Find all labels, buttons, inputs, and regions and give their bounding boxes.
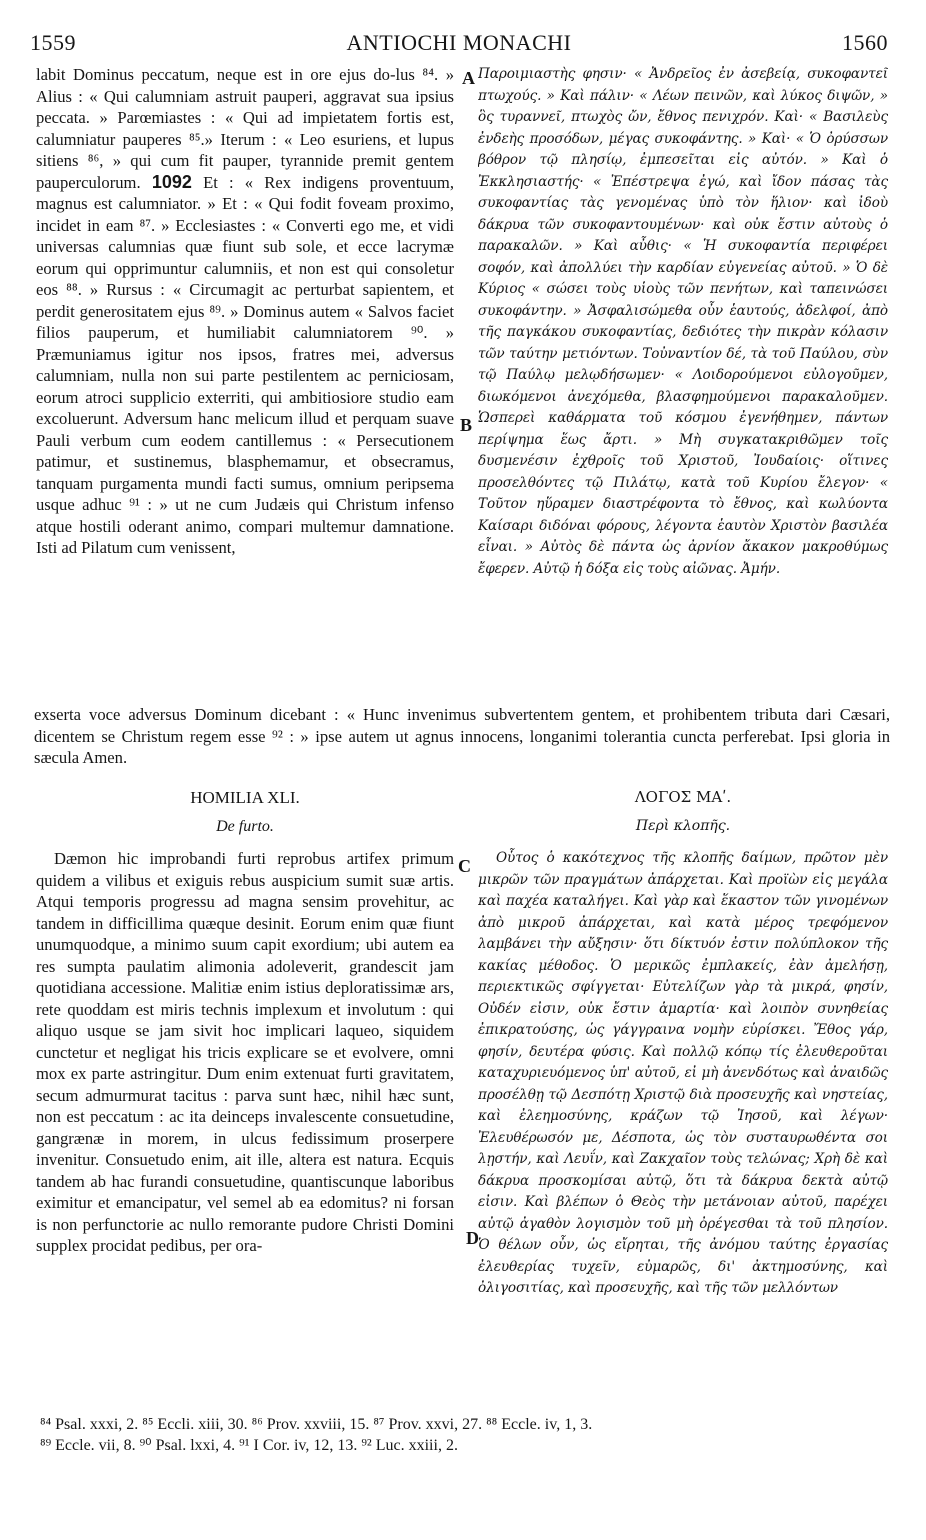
latin-text-part1: labit Dominus peccatum, neque est in ore ejus do-lus ⁸⁴. » Alius : « Qui calumniam astruit pauperi, aggravat sua ipsius peccata. » Parœmiastes : « Qui ad impietatem fortis est, calumniatur pauperes ⁸⁵.» Iterum : « Leo esuriens, et lupus sitiens ⁸⁶, » qui cum fit pauper, tyrannide premit gentem pauperculorum. <box>36 65 454 192</box>
latin-column-top <box>36 64 454 704</box>
section-marker-c: C <box>458 856 471 876</box>
latin-paragraph-top <box>36 64 454 559</box>
latin-column-bottom <box>36 848 454 1404</box>
greek-homily-title: ΛΟΓΟΣ ΜΑʹ. <box>634 788 732 806</box>
section-marker-b: B <box>460 415 473 435</box>
page-header <box>30 30 888 60</box>
latin-full-width-text: exserta voce adversus Dominum dicebant : « Hunc invenimus subvertentem gentem, et prohibentem tributa dari Cæsari, dicentem se Christum regem esse ⁹² : » ipse autem ut agnus innocens, longanimi tolerantia cuncta perferebat. Ipsi gloria in sæcula Amen. <box>34 705 890 767</box>
latin-homily-subtitle: De furto. <box>216 818 274 835</box>
running-title: ANTIOCHI MONACHI <box>346 30 572 55</box>
footnotes <box>40 1414 900 1456</box>
section-marker-a: A <box>462 68 475 88</box>
section-marker-d: D <box>466 1228 479 1248</box>
latin-text-part2: Et : « Rex indigens proventuum, magnus est calumniator. » Et : « Qui fodit foveam proximo, incidet in eam ⁸⁷. » Ecclesiastes : « Converti ego me, et vidi universas calumnias quæ fiunt sub sole, et ecce lacrymæ eorum qui opprimuntur calumniis, et non est qui consoletur eos ⁸⁸. » Rursus : « Circumagit ac perturbat sapientem, et perdit generositatem ejus ⁸⁹. » Dominus autem « Salvos faciet filios pauperum, et humiliabit calumniatorem ⁹⁰. » Præmuniamus igitur nos ipsos, fratres mei, adversus calumniam, nulla non sui parte pestilentem ac perniciosam, eorum atroci supplicio exterriti, qui ambitiosiore studio eam excoluerunt. Adversum hanc melicum illud et perquam suave Pauli verbum cum eodem cantillemus : « Persecutionem patimur, et sustinemus, blasphemamur, et obsecramus, tanquam purgamenta mundi facti sumus, omnium peripsema usque adhuc ⁹¹ : » ut ne cum Judæis qui Christum infenso atque hostili oderant animo, compari multemur damnatione. Isti ad Pilatum cum venissent, <box>36 172 454 557</box>
latin-homily-title: HOMILIA XLI. <box>190 788 300 807</box>
greek-column-bottom <box>478 848 888 1404</box>
page-number-marker: 1092 <box>151 171 192 192</box>
footnote-line-1: ⁸⁴ Psal. xxxi, 2. ⁸⁵ Eccli. xiii, 30. ⁸⁶ Prov. xxviii, 15. ⁸⁷ Prov. xxvi, 27. ⁸⁸ Eccle. iv, 1, 3. <box>40 1416 593 1433</box>
greek-homily-text: Οὗτος ὁ κακότεχνος τῆς κλοπῆς δαίμων, πρῶτον μὲν μικρῶν τῶν πραγμάτων ἀπάρχεται. Καὶ προϊὼν εἰς μεγάλα καὶ παχέα καταλήγει. Καὶ γὰρ καὶ ἕκαστον τῶν γινομένων ἀπὸ μικροῦ ἀπάρχεται, καὶ κατὰ μέρος τρεφόμενον λαμβάνει τὴν αὔξησιν· ὅτι δίκτυόν ἐστιν πολύπλοκον τῆς κακίας μέθοδος. Ὁ μερικῶς ἐμπλακείς, ἐὰν ἀμελήσῃ, περιεκτικῶς σφίγγεται· Εὐτελίζων γὰρ τὰ μικρά, φησίν, Οὐδέν εἰσιν, οὐκ ἔστιν ἁμαρτία· καὶ λοιπὸν συνηθείας ἐπικρατούσης, ὡς γάγγραινα νομὴν εὑρίσκει. Ἔθος γάρ, φησίν, δευτέρα φύσις. Καὶ πολλῷ κόπῳ τίς ἐλευθεροῦται καταχυριευόμενος ὑπ' αὐτοῦ, εἰ μὴ ἀνενδότως καὶ ἀναιδῶς προσέλθῃ τῷ Δεσπότῃ Χριστῷ διὰ προσευχῆς καὶ νηστείας, καὶ ἐλεημοσύνης, κράζων τῷ Ἰησοῦ, καὶ λέγων· Ἐλευθέρωσόν με, Δέσποτα, ὡς τὸν συσταυρωθέντα σοι λῃστήν, καὶ Λευΐν, καὶ Ζακχαῖον τοὺς τελώνας; Χρὴ δὲ καὶ δάκρυα προσκομίσαι αὐτῷ, ὅτι τὰ δάκρυα δεκτὰ αὐτῷ εἰσιν. Καὶ βλέπων ὁ Θεὸς τὴν μετάνοιαν αὐτοῦ, παρέχει αὐτῷ ἀγαθὸν λογισμὸν τοῦ μὴ ὀρέγεσθαι τὰ τοῦ πλησίον. Ὁ θέλων οὖν, ὡς εἴρηται, τῆς ἀνόμου ταύτης ἐργασίας ἐλευθερίας τυχεῖν, εὐμαρῶς, δι' ἀκτημοσύνης, καὶ ὀλιγοσιτίας, καὶ προσευχῆς, καὶ τῆς τῶν μελλόντων <box>478 850 888 1296</box>
column-number-left: 1559 <box>30 30 76 55</box>
greek-homily-subtitle: Περὶ κλοπῆς. <box>635 818 731 834</box>
latin-homily-text: Dæmon hic improbandi furti reprobus artifex primum quidem a vilibus et exiguis rebus auspicium sumit suæ artis. Atqui temporis progressu ad magna sensim provehitur, ac tandem in difficillima quæque desinit. Eorum enim quæ fiunt unumquodque, a minimo suum capit exordium; ubi autem ea res sumpta paulatim alimonia adoleverit, grandescit jam quotidiana accessione. Malitiæ enim istius deploratissimæ ars, rete quoddam est miris technis implexum et involutum : qui aliquo usque se jam sivit hoc implicari laqueo, siquidem cunctetur et negligat his tricis explicare se et evolvere, omni mox ex parte astringitur. Dum enim extenuat furti gravitatem, secum admurmurat tacitus : parva sunt hæc, nihil hæc sunt, non est peccatum : ac ita deinceps invalescente consuetudine, gangrænæ in morem, in ulcus fedissimum proserpere invenitur. Consuetudo enim, ait ille, altera est natura. Ecquis tandem ab hac furandi consuetudine, quantiscunque laboribus eximitur et emancipatur, vel semel ab ea edomitus? ni forsan is non perfunctorie ac nullo remorante pudore Christi Domini supplex procidat pedibus, per ora- <box>36 849 454 1255</box>
latin-full-width-continuation <box>34 704 890 770</box>
greek-paragraph-top: Παροιμιαστὴς φησιν· « Ἀνδρεῖος ἐν ἀσεβείᾳ, συκοφαντεῖ πτωχούς. » Καὶ πάλιν· « Λέων πεινῶν, καὶ λύκος διψῶν, » ὃς τυραννεῖ, πτωχὸς ὤν, ἔθνος πενιχρόν. Καὶ· « Βασιλεὺς ἐνδεὴς προσόδων, μέγας συκοφάντης. » Καὶ· « Ὁ ὀρύσσων βόθρον τῷ πλησίῳ, ἐμπεσεῖται εἰς αὐτόν. » Καὶ ὁ Ἐκκλησιαστής· « Ἐπέστρεψα ἐγώ, καὶ ἴδον πάσας τὰς συκοφαντίας τὰς γενομένας ὑπὸ τὸν ἥλιον· καὶ ἰδοὺ δάκρυα τῶν συκοφαντουμένων· καὶ οὐκ ἔστιν αὐτοὺς ὁ παρακαλῶν. » Καὶ αὖθις· « Ἡ συκοφαντία περιφέρει σοφόν, καὶ ἀπολλύει τὴν καρδίαν εὐγενείας αὐτοῦ. » Ὁ δὲ Κύριος « σώσει τοὺς υἱοὺς τῶν πενήτων, καὶ ταπεινώσει συκοφάντην. » Ἀσφαλισώμεθα οὖν ἑαυτούς, ἀδελφοί, ἀπὸ τῆς παγκάκου συκοφαντίας, δεδιότες τὴν πικρὰν κόλασιν τῶν ταύτην μετιόντων. Τοὐναντίον δέ, τὰ τοῦ Παύλου, σὺν τῷ Παύλῳ μελῳδήσωμεν· « Λοιδορούμενοι εὐλογοῦμεν, διωκόμενοι ἀνεχόμεθα, βλασφημούμενοι παρακαλοῦμεν. Ὡσπερεὶ καθάρματα τοῦ κόσμου ἐγενήθημεν, πάντων περίψημα ἕως ἄρτι. » Μὴ συγκατακριθῶμεν τοῖς δυσμενέσιν ἐχθροῖς τοῦ Χριστοῦ, Ἰουδαίοις· οἵτινες προσελθόντες τῷ Πιλάτῳ, κατὰ τοῦ Κυρίου ἔλεγον· « Τοῦτον ηὕραμεν διαστρέφοντα τὸ ἔθνος, καὶ κωλύοντα Καίσαρι διδόναι φόρους, λέγοντα ἑαυτὸν Χριστὸν βασιλέα εἶναι. » Αὐτὸς δὲ πάντα ὡς ἀρνίον ἄκακον μακροθύμως ἔφερεν. Αὐτῷ ἡ δόξα εἰς τοὺς αἰῶνας. Ἀμήν. <box>478 66 888 577</box>
column-number-right: 1560 <box>842 30 888 55</box>
greek-column-top <box>478 64 888 704</box>
footnote-line-2: ⁸⁹ Eccle. vii, 8. ⁹⁰ Psal. lxxi, 4. ⁹¹ I Cor. iv, 12, 13. ⁹² Luc. xxiii, 2. <box>40 1437 458 1454</box>
